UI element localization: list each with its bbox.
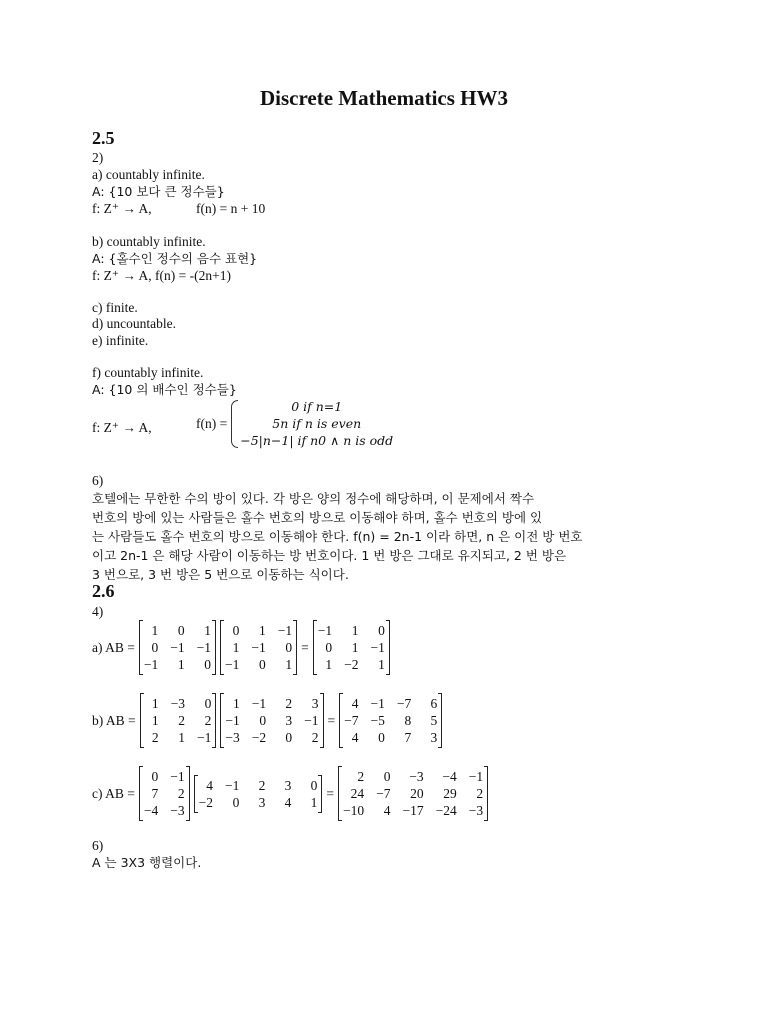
matrix-product-c (92, 766, 488, 821)
matrix-cell: 29 (443, 786, 457, 801)
matrix-cell: 0 (378, 730, 385, 745)
matrix-cell: 5 (430, 713, 438, 728)
paragraph-line: 번호의 방에 있는 사람들은 홀수 번호의 방으로 이동해야 하며, 홀수 번호의 방에 있 (92, 510, 543, 525)
question-6-2-6-answer: A 는 3X3 행렬이다. (92, 855, 202, 870)
matrix-cell: −1 (277, 623, 293, 638)
matrix-cell: −2 (344, 657, 359, 672)
matrix-cell: 0 (204, 657, 211, 672)
matrix-cell: 3 (285, 713, 293, 728)
matrix-b (220, 620, 297, 675)
right-bracket (186, 766, 190, 821)
matrix-cell: −1 (251, 640, 266, 655)
matrix-c (339, 693, 442, 748)
matrix-cell: 0 (285, 640, 293, 655)
matrix-a (139, 620, 216, 675)
question-6-2-6-number: 6) (92, 838, 104, 853)
matrix-cell: 24 (350, 786, 365, 801)
matrix-cell: 1 (232, 640, 240, 655)
matrix-cell: 1 (177, 657, 185, 672)
answer-a-set: A: {10 보다 큰 정수들} (92, 184, 225, 199)
matrix-cell: 2 (258, 777, 266, 793)
section-heading-2-5: 2.5 (92, 128, 115, 148)
matrix-cell: 8 (404, 713, 412, 728)
question-6-answer (92, 489, 583, 584)
answer-f-fn: f(n) = (196, 416, 228, 431)
answer-e: e) infinite. (92, 333, 149, 348)
right-bracket (484, 766, 488, 821)
matrix-cell: −1 (197, 730, 212, 745)
matrix-cell: −1 (304, 713, 319, 728)
left-brace (231, 400, 238, 448)
matrix-cell: 6 (430, 696, 438, 711)
matrix-cell: 1 (351, 640, 359, 655)
right-bracket (212, 693, 216, 748)
right-bracket (318, 775, 322, 813)
paragraph-line: 는 사람들도 홀수 번호의 방으로 이동해야 한다. f(n) = 2n-1 이라 하면, n 은 이전 방 번호 (92, 529, 583, 544)
matrix-cell: −1 (170, 769, 185, 784)
question-4-number: 4) (92, 604, 104, 619)
matrix-cell: 4 (383, 803, 391, 818)
paragraph-line: 호텔에는 무한한 수의 방이 있다. 각 방은 양의 정수에 해당하며, 이 문제에서 짝수 (92, 491, 535, 506)
matrix-cell: 3 (430, 730, 438, 745)
product-label: c) AB = (92, 786, 135, 801)
answer-a-func: f: Z⁺ → A, (92, 201, 152, 216)
matrix-cell: −5 (370, 713, 385, 728)
product-label: a) AB = (92, 640, 135, 655)
matrix-b (194, 775, 323, 813)
matrix-cell: 1 (351, 623, 359, 638)
matrix-cell: −3 (409, 769, 424, 784)
matrix-cell: −1 (225, 657, 240, 672)
left-bracket (220, 693, 224, 748)
question-number: 2) (92, 150, 104, 165)
answer-b-set: A: {홀수인 정수의 음수 표현} (92, 251, 258, 266)
matrix-cell: 1 (178, 730, 185, 745)
matrix-cell: 0 (204, 696, 212, 711)
matrix-cell: 3 (258, 794, 266, 810)
matrix-cell: −3 (170, 696, 185, 711)
matrix-cell: −10 (343, 803, 365, 818)
answer-f-set: A: {10 의 배수인 정수들} (92, 382, 237, 397)
right-bracket (438, 693, 442, 748)
matrix-cell: 0 (285, 730, 293, 745)
question-6-number: 6) (92, 473, 104, 488)
right-bracket (293, 620, 297, 675)
section-heading-2-6: 2.6 (92, 581, 115, 601)
matrix-cell: 2 (178, 713, 185, 728)
matrix-cell: 1 (151, 696, 159, 711)
matrix-cell: −3 (225, 730, 240, 745)
matrix-cell: −1 (196, 640, 211, 655)
matrix-cell: 0 (232, 794, 240, 810)
matrix-cell: −1 (170, 640, 185, 655)
answer-b-label: b) countably infinite. (92, 234, 206, 249)
matrix-cell: −1 (370, 640, 385, 655)
matrix-product-b (92, 693, 442, 748)
matrix-cell: −1 (251, 696, 267, 711)
matrix-cell: −1 (225, 713, 240, 728)
matrix-cell: 2 (357, 769, 365, 784)
matrix-cell: 3 (311, 696, 319, 711)
matrix-cell: 1 (204, 623, 211, 638)
matrix-cell: 7 (404, 730, 412, 745)
matrix-cell: 4 (351, 730, 359, 745)
matrix-c (338, 766, 488, 821)
equals-sign: = (301, 640, 309, 655)
matrix-cell: 0 (310, 777, 318, 793)
matrix-cell: −24 (435, 803, 457, 818)
matrix-cell: 0 (177, 623, 185, 638)
matrix-b (220, 693, 323, 748)
matrix-cell: −17 (402, 803, 424, 818)
left-bracket (220, 620, 224, 675)
matrix-cell: 3 (284, 777, 292, 793)
matrix-cell: 0 (259, 657, 266, 672)
matrix-cell: 0 (378, 623, 385, 638)
matrix-cell: −7 (376, 786, 391, 801)
matrix-cell: 2 (311, 730, 319, 745)
matrix-cell: 1 (151, 623, 159, 638)
matrix-cell: 0 (325, 640, 333, 655)
matrix-cell: 1 (233, 696, 240, 711)
matrix-cell: 2 (476, 786, 484, 801)
matrix-cell: 2 (177, 786, 185, 801)
right-bracket (320, 693, 324, 748)
matrix-cell: −3 (170, 803, 185, 818)
answer-f-func: f: Z⁺ → A, (92, 420, 152, 435)
piecewise-function (196, 398, 393, 449)
matrix-cell: 1 (325, 657, 333, 672)
matrix-cell: 1 (310, 794, 318, 810)
equals-sign: = (326, 786, 334, 801)
matrix-cell: −1 (370, 696, 385, 711)
answer-a-label: a) countably infinite. (92, 167, 205, 182)
paragraph-line: 3 번으로, 3 번 방은 5 번으로 이동하는 식이다. (92, 567, 349, 582)
left-bracket (338, 766, 342, 821)
left-bracket (339, 693, 343, 748)
document-title: Discrete Mathematics HW3 (259, 86, 509, 110)
matrix-c (313, 620, 390, 675)
matrix-cell: −1 (225, 777, 240, 793)
equals-sign: = (327, 713, 336, 728)
matrix-cell: 0 (151, 769, 159, 784)
matrix-cell: 1 (378, 657, 385, 672)
matrix-cell: −4 (143, 803, 159, 818)
answer-f-label: f) countably infinite. (92, 365, 204, 380)
matrix-cell: −7 (344, 713, 359, 728)
matrix-cell: −1 (143, 657, 159, 672)
matrix-cell: 4 (351, 696, 359, 711)
left-bracket (139, 766, 143, 821)
case-3: −5|n−1| if n0 ∧ n is odd (240, 433, 394, 448)
answer-b-func: f: Z⁺ → A, f(n) = -(2n+1) (92, 268, 231, 283)
matrix-cell: 20 (410, 786, 424, 801)
matrix-cell: 1 (151, 713, 159, 728)
left-bracket (140, 693, 144, 748)
answer-c: c) finite. (92, 300, 138, 315)
left-bracket (194, 775, 198, 813)
matrix-cell: −4 (442, 769, 457, 784)
matrix-cell: −7 (396, 696, 412, 711)
answer-d: d) uncountable. (92, 316, 176, 331)
matrix-cell: −3 (468, 803, 484, 818)
matrix-a (139, 766, 190, 821)
matrix-cell: 0 (151, 640, 159, 655)
matrix-cell: 7 (151, 786, 159, 801)
matrix-cell: 1 (259, 623, 266, 638)
paragraph-line: 이고 2n-1 은 해당 사람이 이동하는 방 번호이다. 1 번 방은 그대로 유지되고, 2 번 방은 (92, 548, 567, 563)
matrix-cell: −2 (251, 730, 267, 745)
answer-a-fn: f(n) = n + 10 (196, 201, 266, 216)
matrix-cell: 4 (206, 777, 213, 793)
matrix-cell: −1 (468, 769, 484, 784)
product-label: b) AB = (92, 713, 136, 728)
right-bracket (386, 620, 390, 675)
matrix-cell: 4 (284, 794, 292, 810)
matrix-cell: 0 (259, 713, 267, 728)
right-bracket (212, 620, 216, 675)
left-bracket (139, 620, 143, 675)
matrix-cell: −1 (317, 623, 333, 638)
case-2: 5n if n is even (272, 416, 362, 431)
matrix-a (140, 693, 217, 748)
matrix-cell: 1 (285, 657, 293, 672)
matrix-product-a (92, 620, 390, 675)
matrix-cell: 0 (232, 623, 240, 638)
matrix-cell: 2 (204, 713, 212, 728)
matrix-cell: 0 (383, 769, 391, 784)
matrix-cell: −2 (198, 794, 213, 810)
left-bracket (313, 620, 317, 675)
matrix-cell: 2 (151, 730, 159, 745)
matrix-cell: 2 (285, 696, 293, 711)
case-1: 0 if n=1 (291, 399, 343, 414)
